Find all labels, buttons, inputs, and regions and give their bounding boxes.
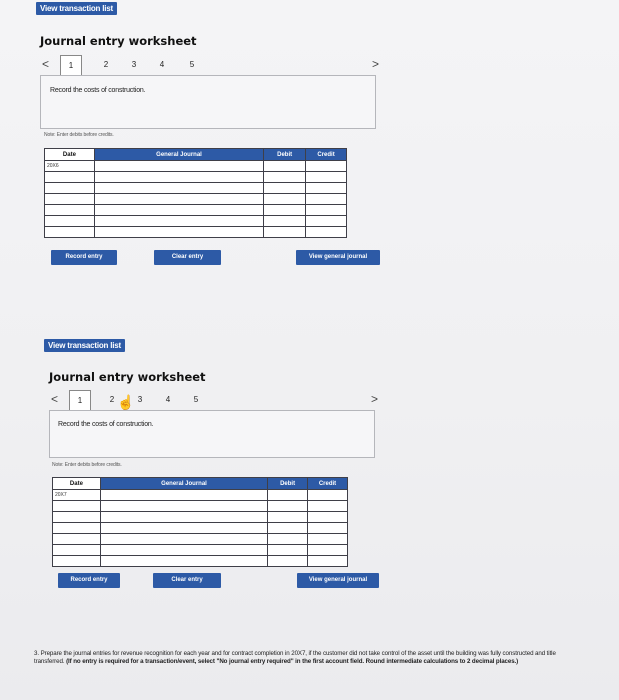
- worksheet-title: Journal entry worksheet: [40, 34, 197, 48]
- record-entry-button[interactable]: Record entry: [58, 573, 120, 588]
- account-cell[interactable]: [100, 534, 267, 545]
- debit-cell[interactable]: [264, 205, 306, 216]
- account-cell[interactable]: [100, 545, 267, 556]
- credit-cell[interactable]: [308, 556, 348, 567]
- tab-4[interactable]: 4: [159, 60, 165, 69]
- prompt-box: [40, 75, 376, 129]
- date-header: Date: [53, 478, 101, 490]
- next-arrow-icon[interactable]: >: [372, 57, 380, 71]
- credit-cell[interactable]: [306, 227, 347, 238]
- account-cell[interactable]: [94, 205, 263, 216]
- tab-5[interactable]: 5: [189, 60, 195, 69]
- credit-cell[interactable]: [306, 205, 347, 216]
- table-row[interactable]: [45, 205, 347, 216]
- table-header-row: [45, 149, 347, 161]
- clear-entry-button[interactable]: Clear entry: [153, 573, 221, 588]
- debit-cell[interactable]: [268, 523, 308, 534]
- date-cell[interactable]: [53, 556, 101, 567]
- debit-cell[interactable]: [264, 227, 306, 238]
- table-row[interactable]: [53, 534, 348, 545]
- date-cell[interactable]: [45, 172, 95, 183]
- debit-cell[interactable]: [264, 172, 306, 183]
- debit-cell[interactable]: [268, 512, 308, 523]
- date-cell[interactable]: [53, 523, 101, 534]
- date-cell[interactable]: [53, 501, 101, 512]
- journal-table: [52, 477, 348, 567]
- note-text: Note: Enter debits before credits.: [44, 132, 114, 138]
- account-cell[interactable]: [94, 227, 263, 238]
- view-transaction-list-button[interactable]: View transaction list: [44, 339, 125, 352]
- tab-1[interactable]: 1: [60, 55, 82, 75]
- account-cell[interactable]: [100, 512, 267, 523]
- credit-cell[interactable]: [306, 216, 347, 227]
- date-cell[interactable]: [45, 227, 95, 238]
- date-cell[interactable]: [45, 194, 95, 205]
- account-cell[interactable]: [94, 161, 263, 172]
- view-general-journal-button[interactable]: View general journal: [296, 250, 380, 265]
- account-cell[interactable]: [100, 490, 267, 501]
- credit-cell[interactable]: [308, 545, 348, 556]
- credit-cell[interactable]: [308, 512, 348, 523]
- date-cell[interactable]: 20X6: [45, 161, 95, 172]
- question-text: [34, 650, 574, 666]
- credit-cell[interactable]: [306, 161, 347, 172]
- previous-arrow-icon[interactable]: <: [51, 392, 59, 406]
- tab-navigation: [49, 392, 389, 411]
- debit-cell[interactable]: [268, 545, 308, 556]
- date-cell[interactable]: [45, 183, 95, 194]
- table-row[interactable]: [53, 490, 348, 501]
- general-journal-header: General Journal: [100, 478, 267, 490]
- hand-cursor-icon: ☝: [117, 394, 135, 410]
- date-cell[interactable]: [45, 205, 95, 216]
- worksheet-title: Journal entry worksheet: [49, 370, 206, 384]
- account-cell[interactable]: [100, 501, 267, 512]
- table-row[interactable]: [53, 512, 348, 523]
- table-row[interactable]: [45, 183, 347, 194]
- date-header: Date: [45, 149, 95, 161]
- view-transaction-list-button[interactable]: View transaction list: [36, 2, 117, 15]
- debit-cell[interactable]: [264, 216, 306, 227]
- clear-entry-button[interactable]: Clear entry: [154, 250, 221, 265]
- prompt-text: Record the costs of construction.: [58, 421, 154, 428]
- account-cell[interactable]: [100, 523, 267, 534]
- credit-cell[interactable]: [308, 523, 348, 534]
- debit-cell[interactable]: [264, 161, 306, 172]
- account-cell[interactable]: [94, 172, 263, 183]
- tab-5[interactable]: 5: [193, 395, 199, 404]
- credit-cell[interactable]: [306, 194, 347, 205]
- table-row[interactable]: [45, 194, 347, 205]
- table-row[interactable]: [53, 501, 348, 512]
- table-row[interactable]: [53, 523, 348, 534]
- credit-cell[interactable]: [308, 501, 348, 512]
- credit-header: Credit: [306, 149, 347, 161]
- debit-cell[interactable]: [268, 490, 308, 501]
- note-text: Note: Enter debits before credits.: [52, 462, 122, 468]
- table-row[interactable]: [53, 556, 348, 567]
- credit-cell[interactable]: [308, 490, 348, 501]
- account-cell[interactable]: [100, 556, 267, 567]
- question-instructions: (If no entry is required for a transaction/event, select "No journal entry required" in the first account field. Round intermediate calculations to 2 decimal places.): [66, 658, 519, 665]
- date-cell[interactable]: [53, 512, 101, 523]
- next-arrow-icon[interactable]: >: [371, 392, 379, 406]
- tab-1[interactable]: 1: [69, 390, 91, 410]
- debit-cell[interactable]: [268, 534, 308, 545]
- table-header-row: [53, 478, 348, 490]
- table-row[interactable]: [45, 227, 347, 238]
- credit-cell[interactable]: [308, 534, 348, 545]
- table-row[interactable]: [45, 161, 347, 172]
- debit-cell[interactable]: [264, 194, 306, 205]
- date-cell[interactable]: 20X7: [53, 490, 101, 501]
- view-general-journal-button[interactable]: View general journal: [297, 573, 379, 588]
- previous-arrow-icon[interactable]: <: [42, 57, 50, 71]
- debit-cell[interactable]: [264, 183, 306, 194]
- account-cell[interactable]: [94, 183, 263, 194]
- debit-header: Debit: [264, 149, 306, 161]
- account-cell[interactable]: [94, 194, 263, 205]
- debit-cell[interactable]: [268, 556, 308, 567]
- credit-cell[interactable]: [306, 172, 347, 183]
- table-row[interactable]: [45, 216, 347, 227]
- general-journal-header: General Journal: [94, 149, 263, 161]
- debit-header: Debit: [268, 478, 308, 490]
- tab-2[interactable]: 2: [109, 395, 115, 404]
- tab-3[interactable]: 3: [131, 60, 137, 69]
- question-main: 3. Prepare the journal entries for revenue recognition for each year and for contract completion in 20X7, if the customer did not take control of the asset until the building was fully constructed and title transferred.: [34, 650, 556, 665]
- date-cell[interactable]: [53, 545, 101, 556]
- debit-cell[interactable]: [268, 501, 308, 512]
- date-cell[interactable]: [53, 534, 101, 545]
- account-cell[interactable]: [94, 216, 263, 227]
- credit-cell[interactable]: [306, 183, 347, 194]
- prompt-text: Record the costs of construction.: [50, 87, 146, 94]
- tab-2[interactable]: 2: [103, 60, 109, 69]
- prompt-box: [49, 410, 375, 458]
- tab-3[interactable]: 3: [137, 395, 143, 404]
- tab-4[interactable]: 4: [165, 395, 171, 404]
- table-row[interactable]: [45, 172, 347, 183]
- record-entry-button[interactable]: Record entry: [51, 250, 117, 265]
- journal-table: [44, 148, 347, 238]
- date-cell[interactable]: [45, 216, 95, 227]
- tab-navigation: [40, 57, 390, 76]
- credit-header: Credit: [308, 478, 348, 490]
- table-row[interactable]: [53, 545, 348, 556]
